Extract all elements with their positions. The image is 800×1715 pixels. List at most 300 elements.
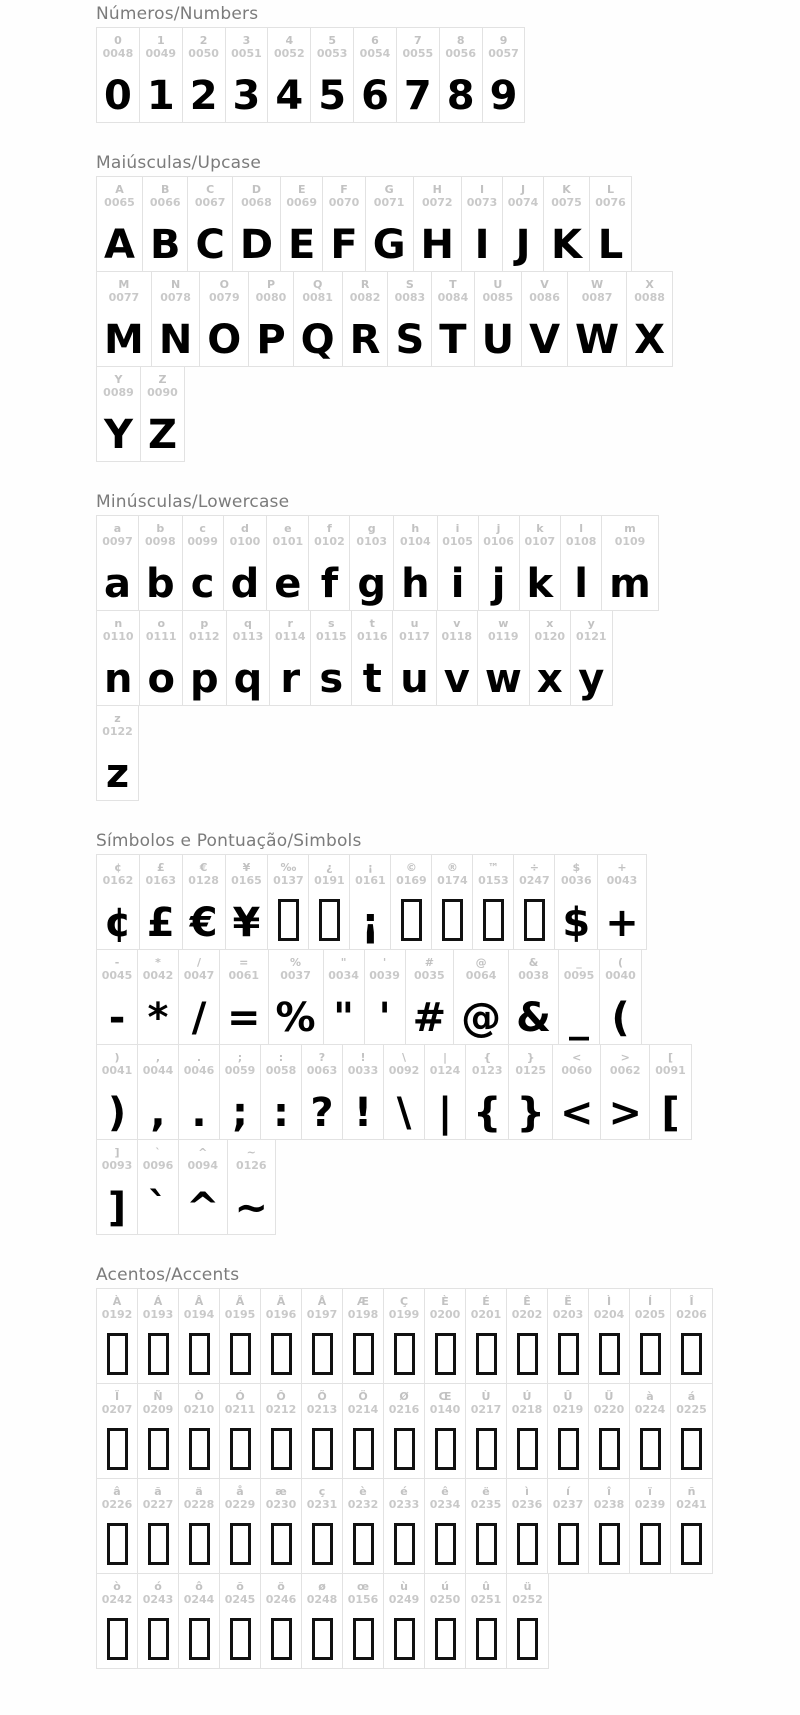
missing-glyph bbox=[512, 1416, 543, 1474]
char-code: 0058 bbox=[265, 1064, 297, 1077]
tofu-box-icon bbox=[394, 1333, 415, 1375]
char-label: b bbox=[156, 522, 165, 535]
char-code: 0113 bbox=[232, 630, 264, 643]
font-section bbox=[96, 153, 790, 462]
char-label: ù bbox=[400, 1580, 408, 1593]
char-glyph: K bbox=[551, 222, 583, 268]
char-label: M bbox=[118, 278, 130, 291]
tofu-box-icon bbox=[312, 1523, 333, 1565]
char-cell bbox=[343, 1479, 384, 1573]
tofu-box-icon bbox=[394, 1523, 415, 1565]
char-label: é bbox=[400, 1485, 408, 1498]
char-label: > bbox=[620, 1051, 630, 1064]
char-code: 0216 bbox=[388, 1403, 420, 1416]
char-cell bbox=[183, 855, 226, 949]
char-code: 0248 bbox=[306, 1593, 338, 1606]
char-code: 0111 bbox=[145, 630, 177, 643]
char-cell bbox=[226, 855, 269, 949]
char-label: ? bbox=[318, 1051, 326, 1064]
char-cell bbox=[602, 516, 658, 610]
tofu-box-icon bbox=[476, 1523, 497, 1565]
char-label: % bbox=[290, 956, 302, 969]
char-glyph: # bbox=[412, 995, 447, 1041]
glyph-row bbox=[96, 366, 185, 462]
char-code: 0040 bbox=[605, 969, 636, 982]
char-label: U bbox=[493, 278, 503, 291]
char-cell bbox=[97, 1479, 138, 1573]
char-cell bbox=[179, 1140, 228, 1234]
char-cell bbox=[671, 1384, 712, 1478]
char-code: 0043 bbox=[606, 874, 638, 887]
char-code: 0097 bbox=[102, 535, 133, 548]
missing-glyph bbox=[389, 1511, 420, 1569]
char-label: õ bbox=[236, 1580, 244, 1593]
missing-glyph bbox=[143, 1511, 174, 1569]
char-glyph: i bbox=[450, 561, 465, 607]
char-code: 0091 bbox=[655, 1064, 686, 1077]
char-cell bbox=[97, 516, 139, 610]
char-label: 7 bbox=[414, 34, 422, 47]
char-code: 0250 bbox=[429, 1593, 461, 1606]
missing-glyph bbox=[102, 1321, 133, 1379]
char-glyph: / bbox=[191, 995, 207, 1041]
char-cell bbox=[384, 1289, 425, 1383]
char-cell bbox=[267, 516, 309, 610]
tofu-box-icon bbox=[312, 1618, 333, 1660]
char-code: 0062 bbox=[609, 1064, 641, 1077]
tofu-box-icon bbox=[599, 1428, 620, 1470]
char-cell bbox=[138, 1140, 179, 1234]
char-code: 0045 bbox=[101, 969, 133, 982]
glyph-row bbox=[96, 271, 673, 367]
char-cell bbox=[97, 272, 152, 366]
char-cell bbox=[530, 611, 571, 705]
char-code: 0037 bbox=[280, 969, 311, 982]
missing-glyph bbox=[676, 1416, 707, 1474]
char-code: 0048 bbox=[102, 47, 134, 60]
tofu-box-icon bbox=[517, 1333, 538, 1375]
char-glyph: x bbox=[536, 656, 563, 702]
char-code: 0247 bbox=[519, 874, 550, 887]
char-cell bbox=[97, 1384, 138, 1478]
char-label: ú bbox=[441, 1580, 449, 1593]
char-code: 0122 bbox=[102, 725, 133, 738]
tofu-box-icon bbox=[189, 1428, 210, 1470]
char-cell bbox=[466, 1384, 507, 1478]
tofu-box-icon bbox=[681, 1428, 702, 1470]
char-label: ï bbox=[648, 1485, 652, 1498]
char-cell bbox=[507, 1384, 548, 1478]
tofu-box-icon bbox=[599, 1333, 620, 1375]
missing-glyph bbox=[430, 1416, 461, 1474]
char-cell bbox=[509, 1045, 552, 1139]
char-code: 0050 bbox=[188, 47, 219, 60]
char-label: + bbox=[617, 861, 627, 874]
char-code: 0110 bbox=[102, 630, 134, 643]
char-label: û bbox=[482, 1580, 490, 1593]
char-glyph: M bbox=[104, 317, 144, 363]
char-glyph: t bbox=[362, 656, 382, 702]
char-label: ë bbox=[482, 1485, 490, 1498]
char-label: Ç bbox=[399, 1295, 409, 1308]
char-label: s bbox=[327, 617, 335, 630]
char-label: ¢ bbox=[114, 861, 122, 874]
char-glyph: Q bbox=[300, 317, 335, 363]
char-code: 0229 bbox=[224, 1498, 256, 1511]
char-label: À bbox=[112, 1295, 122, 1308]
char-label: I bbox=[479, 183, 485, 196]
char-code: 0079 bbox=[208, 291, 240, 304]
missing-glyph bbox=[184, 1321, 215, 1379]
char-cell bbox=[179, 1289, 220, 1383]
missing-glyph bbox=[348, 1416, 379, 1474]
char-label: D bbox=[251, 183, 261, 196]
char-code: 0242 bbox=[101, 1593, 133, 1606]
char-glyph: m bbox=[609, 561, 651, 607]
tofu-box-icon bbox=[524, 899, 545, 941]
char-cell bbox=[571, 611, 612, 705]
char-code: 0123 bbox=[471, 1064, 503, 1077]
char-glyph: w bbox=[484, 656, 522, 702]
char-cell bbox=[432, 855, 473, 949]
char-glyph: Z bbox=[147, 412, 177, 458]
char-label: Ä bbox=[276, 1295, 286, 1308]
missing-glyph bbox=[389, 1321, 420, 1379]
char-code: 0156 bbox=[347, 1593, 379, 1606]
char-label: ö bbox=[277, 1580, 285, 1593]
char-glyph: r bbox=[280, 656, 301, 702]
missing-glyph bbox=[143, 1606, 174, 1664]
char-code: 0085 bbox=[482, 291, 514, 304]
char-code: 0094 bbox=[187, 1159, 219, 1172]
char-cell bbox=[97, 28, 140, 122]
char-cell bbox=[384, 1384, 425, 1478]
char-code: 0072 bbox=[421, 196, 453, 209]
char-code: 0210 bbox=[183, 1403, 215, 1416]
char-cell bbox=[311, 28, 354, 122]
char-cell bbox=[425, 1045, 466, 1139]
char-glyph: q bbox=[233, 656, 263, 702]
char-code: 0128 bbox=[188, 874, 219, 887]
char-label: Ê bbox=[523, 1295, 531, 1308]
char-code: 0067 bbox=[194, 196, 226, 209]
char-label: â bbox=[113, 1485, 121, 1498]
glyph-row bbox=[96, 515, 659, 611]
char-code: 0241 bbox=[676, 1498, 707, 1511]
char-cell bbox=[350, 855, 391, 949]
char-label: Î bbox=[689, 1295, 694, 1308]
char-code: 0068 bbox=[241, 196, 272, 209]
missing-glyph bbox=[348, 1321, 379, 1379]
char-label: _ bbox=[576, 956, 582, 969]
missing-glyph bbox=[225, 1606, 256, 1664]
char-glyph: Y bbox=[104, 412, 133, 458]
char-glyph: k bbox=[526, 561, 554, 607]
char-glyph: 4 bbox=[275, 73, 304, 119]
char-code: 0228 bbox=[183, 1498, 215, 1511]
char-label: w bbox=[498, 617, 509, 630]
missing-glyph bbox=[471, 1321, 502, 1379]
char-code: 0237 bbox=[552, 1498, 584, 1511]
char-label: Q bbox=[312, 278, 323, 291]
char-code: 0055 bbox=[402, 47, 434, 60]
char-cell bbox=[97, 1289, 138, 1383]
char-code: 0245 bbox=[224, 1593, 256, 1606]
char-code: 0195 bbox=[224, 1308, 256, 1321]
char-cell bbox=[227, 611, 271, 705]
tofu-box-icon bbox=[442, 899, 463, 941]
char-label: & bbox=[528, 956, 539, 969]
char-cell bbox=[139, 516, 183, 610]
char-glyph: f bbox=[320, 561, 339, 607]
char-cell bbox=[406, 950, 455, 1044]
char-glyph: 9 bbox=[489, 73, 518, 119]
char-cell bbox=[140, 611, 182, 705]
char-code: 0206 bbox=[676, 1308, 707, 1321]
char-label: Â bbox=[194, 1295, 204, 1308]
char-glyph: 6 bbox=[361, 73, 389, 119]
char-label: Ì bbox=[606, 1295, 612, 1308]
char-glyph: B bbox=[149, 222, 181, 268]
char-cell bbox=[630, 1384, 671, 1478]
glyph-row bbox=[96, 949, 642, 1045]
char-code: 0076 bbox=[595, 196, 626, 209]
char-cell bbox=[302, 1045, 343, 1139]
char-label: å bbox=[236, 1485, 244, 1498]
char-cell bbox=[507, 1479, 548, 1573]
char-code: 0052 bbox=[273, 47, 305, 60]
missing-glyph bbox=[389, 1416, 420, 1474]
missing-glyph bbox=[307, 1416, 338, 1474]
char-code: 0093 bbox=[101, 1159, 133, 1172]
char-cell bbox=[302, 1289, 343, 1383]
char-code: 0114 bbox=[274, 630, 306, 643]
char-cell bbox=[97, 855, 140, 949]
char-label: è bbox=[359, 1485, 367, 1498]
tofu-box-icon bbox=[230, 1618, 251, 1660]
char-cell bbox=[233, 177, 281, 271]
char-cell bbox=[97, 611, 140, 705]
missing-glyph bbox=[102, 1511, 133, 1569]
char-cell bbox=[261, 1045, 302, 1139]
char-cell bbox=[598, 855, 646, 949]
char-code: 0104 bbox=[399, 535, 431, 548]
section-title: Números/Numbers bbox=[96, 4, 259, 24]
char-code: 0100 bbox=[229, 535, 261, 548]
char-cell bbox=[143, 177, 189, 271]
char-label: P bbox=[266, 278, 275, 291]
missing-glyph bbox=[184, 1511, 215, 1569]
char-cell bbox=[414, 177, 462, 271]
char-glyph: S bbox=[395, 317, 425, 363]
char-cell bbox=[544, 177, 590, 271]
char-code: 0174 bbox=[437, 874, 468, 887]
char-code: 0163 bbox=[145, 874, 177, 887]
char-label: à bbox=[646, 1390, 654, 1403]
char-cell bbox=[425, 1574, 466, 1668]
missing-glyph bbox=[635, 1321, 666, 1379]
char-glyph: p bbox=[189, 656, 219, 702]
char-label: Ö bbox=[358, 1390, 368, 1403]
char-cell bbox=[261, 1479, 302, 1573]
tofu-box-icon bbox=[148, 1428, 169, 1470]
char-cell bbox=[475, 272, 522, 366]
missing-glyph bbox=[594, 1511, 625, 1569]
char-cell bbox=[600, 950, 641, 1044]
char-code: 0082 bbox=[349, 291, 381, 304]
char-cell bbox=[97, 950, 138, 1044]
char-label: ã bbox=[154, 1485, 162, 1498]
tofu-box-icon bbox=[435, 1618, 456, 1660]
char-glyph: C bbox=[195, 222, 225, 268]
char-code: 0105 bbox=[442, 535, 473, 548]
tofu-box-icon bbox=[189, 1523, 210, 1565]
char-code: 0109 bbox=[614, 535, 646, 548]
char-cell bbox=[302, 1384, 343, 1478]
char-label: n bbox=[114, 617, 123, 630]
char-code: 0238 bbox=[593, 1498, 625, 1511]
char-glyph: b bbox=[146, 561, 175, 607]
char-label: È bbox=[441, 1295, 449, 1308]
tofu-box-icon bbox=[271, 1333, 292, 1375]
char-cell bbox=[630, 1289, 671, 1383]
char-code: 0044 bbox=[142, 1064, 174, 1077]
tofu-box-icon bbox=[353, 1618, 374, 1660]
char-code: 0118 bbox=[441, 630, 473, 643]
char-cell bbox=[138, 1384, 179, 1478]
char-code: 0230 bbox=[265, 1498, 297, 1511]
char-label: i bbox=[455, 522, 460, 535]
char-cell bbox=[269, 950, 324, 1044]
char-glyph: W bbox=[575, 317, 620, 363]
char-label: í bbox=[566, 1485, 570, 1498]
glyph-row bbox=[96, 1383, 713, 1479]
char-cell bbox=[548, 1479, 589, 1573]
char-label: z bbox=[114, 712, 121, 725]
tofu-box-icon bbox=[681, 1333, 702, 1375]
char-code: 0034 bbox=[328, 969, 359, 982]
char-label: o bbox=[157, 617, 165, 630]
char-glyph: ) bbox=[107, 1090, 127, 1136]
char-label: { bbox=[483, 1051, 492, 1064]
tofu-box-icon bbox=[517, 1523, 538, 1565]
char-cell bbox=[188, 177, 232, 271]
char-cell bbox=[630, 1479, 671, 1573]
char-label: î bbox=[607, 1485, 611, 1498]
char-cell bbox=[561, 516, 602, 610]
missing-glyph bbox=[430, 1511, 461, 1569]
char-label: B bbox=[161, 183, 170, 196]
missing-glyph bbox=[266, 1606, 297, 1664]
char-code: 0121 bbox=[575, 630, 607, 643]
char-label: Ï bbox=[114, 1390, 120, 1403]
char-code: 0200 bbox=[429, 1308, 461, 1321]
char-cell bbox=[589, 1479, 630, 1573]
tofu-box-icon bbox=[107, 1428, 128, 1470]
char-label: W bbox=[591, 278, 604, 291]
char-glyph: P bbox=[256, 317, 286, 363]
char-label: Œ bbox=[438, 1390, 452, 1403]
char-label: x bbox=[546, 617, 554, 630]
char-cell bbox=[97, 1140, 138, 1234]
missing-glyph bbox=[478, 887, 509, 945]
char-label: L bbox=[607, 183, 615, 196]
char-label: Á bbox=[153, 1295, 163, 1308]
char-code: 0218 bbox=[511, 1403, 543, 1416]
tofu-box-icon bbox=[517, 1618, 538, 1660]
missing-glyph bbox=[184, 1606, 215, 1664]
char-label: ò bbox=[113, 1580, 121, 1593]
missing-glyph bbox=[471, 1416, 502, 1474]
char-glyph: _ bbox=[569, 995, 589, 1041]
tofu-box-icon bbox=[435, 1333, 456, 1375]
char-label: ñ bbox=[687, 1485, 696, 1498]
tofu-box-icon bbox=[319, 899, 340, 941]
char-cell bbox=[425, 1289, 466, 1383]
tofu-box-icon bbox=[230, 1523, 251, 1565]
char-cell bbox=[365, 950, 406, 1044]
char-cell bbox=[478, 611, 530, 705]
char-glyph: ^ bbox=[186, 1185, 220, 1231]
char-cell bbox=[388, 272, 432, 366]
char-label: = bbox=[239, 956, 249, 969]
char-code: 0081 bbox=[302, 291, 333, 304]
char-cell bbox=[425, 1384, 466, 1478]
char-cell bbox=[354, 28, 397, 122]
char-label: œ bbox=[356, 1580, 370, 1593]
char-cell bbox=[627, 272, 672, 366]
char-label: h bbox=[411, 522, 420, 535]
char-code: 0053 bbox=[316, 47, 348, 60]
char-cell bbox=[302, 1479, 343, 1573]
char-cell bbox=[462, 177, 503, 271]
char-label: Í bbox=[647, 1295, 653, 1308]
char-code: 0124 bbox=[429, 1064, 461, 1077]
char-code: 0233 bbox=[388, 1498, 420, 1511]
char-label: l bbox=[579, 522, 584, 535]
char-code: 0042 bbox=[142, 969, 174, 982]
char-label: 0 bbox=[114, 34, 122, 47]
char-cell bbox=[343, 272, 389, 366]
glyph-row bbox=[96, 854, 647, 950]
char-glyph: £ bbox=[146, 900, 175, 946]
tofu-box-icon bbox=[394, 1428, 415, 1470]
char-cell bbox=[343, 1289, 384, 1383]
char-code: 0198 bbox=[347, 1308, 379, 1321]
char-label: 1 bbox=[156, 34, 165, 47]
char-label: ] bbox=[114, 1146, 120, 1159]
char-code: 0087 bbox=[581, 291, 613, 304]
missing-glyph bbox=[307, 1606, 338, 1664]
char-code: 0099 bbox=[187, 535, 218, 548]
char-code: 0035 bbox=[414, 969, 445, 982]
char-cell bbox=[138, 1289, 179, 1383]
char-cell bbox=[261, 1289, 302, 1383]
char-label: @ bbox=[475, 956, 487, 969]
missing-glyph bbox=[512, 1321, 543, 1379]
char-label: ; bbox=[237, 1051, 243, 1064]
char-cell bbox=[432, 272, 474, 366]
char-cell bbox=[220, 950, 269, 1044]
char-code: 0117 bbox=[399, 630, 430, 643]
missing-glyph bbox=[594, 1416, 625, 1474]
char-code: 0214 bbox=[347, 1403, 379, 1416]
char-glyph: H bbox=[420, 222, 455, 268]
char-code: 0106 bbox=[483, 535, 514, 548]
char-code: 0199 bbox=[388, 1308, 420, 1321]
char-glyph: = bbox=[227, 995, 261, 1041]
char-cell bbox=[268, 28, 311, 122]
